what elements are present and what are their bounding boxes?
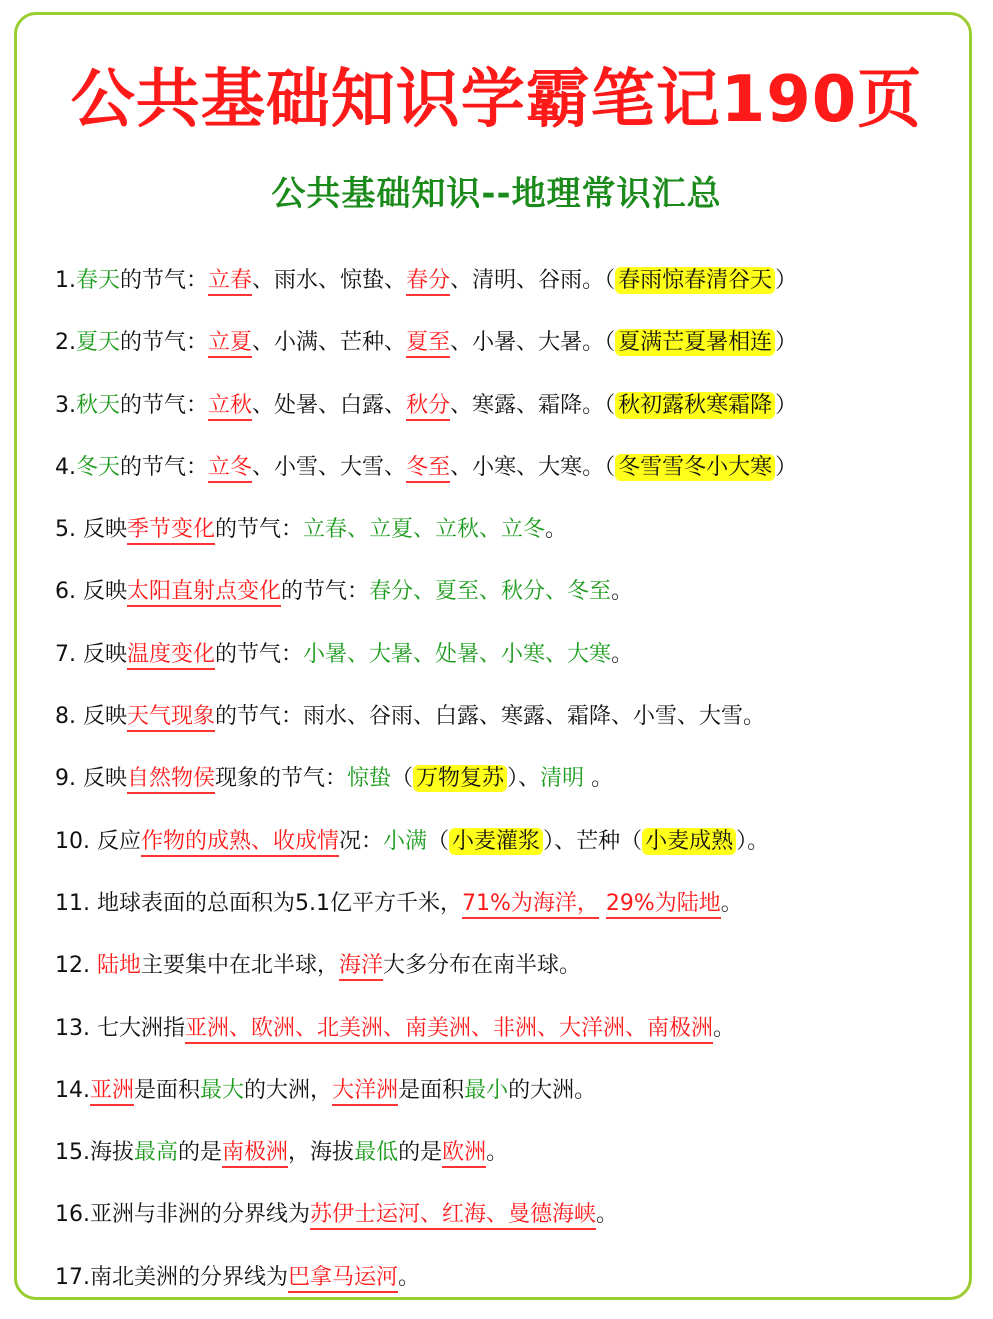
note-item bbox=[55, 381, 980, 443]
emphasis-text: 陆地 bbox=[96, 953, 141, 979]
mnemonic-highlight: 春雨惊春清谷天 bbox=[615, 267, 775, 294]
note-item bbox=[55, 1066, 980, 1128]
emphasis-text: 冬至 bbox=[406, 455, 450, 483]
note-text: 况： bbox=[339, 828, 384, 854]
note-text: 8. 反映 bbox=[55, 704, 127, 730]
emphasis-text: 最低 bbox=[354, 1140, 399, 1166]
note-text: 的是 bbox=[398, 1140, 443, 1166]
note-text: 7. 反映 bbox=[55, 641, 127, 667]
note-text: 的节气： bbox=[120, 268, 209, 293]
note-text: 2. bbox=[55, 330, 76, 356]
note-item bbox=[55, 879, 980, 941]
note-text: 6. 反映 bbox=[55, 579, 127, 605]
note-text: 。 bbox=[398, 1264, 421, 1290]
mnemonic-highlight: 秋初露秋寒霜降 bbox=[615, 392, 775, 419]
note-text: 、小雪、大雪、 bbox=[252, 454, 407, 480]
emphasis-text: 春天 bbox=[76, 268, 121, 293]
emphasis-text: 小暑、大暑、处暑、小寒、大寒 bbox=[303, 641, 612, 667]
note-text: 的是 bbox=[178, 1140, 223, 1166]
note-text: 。 bbox=[596, 1202, 619, 1228]
note-item bbox=[55, 1190, 980, 1252]
note-text: ）、 bbox=[507, 766, 541, 792]
note-text: 、清明、谷雨。（ bbox=[450, 268, 616, 293]
emphasis-text: 南极洲 bbox=[222, 1140, 288, 1168]
emphasis-text: 清明 bbox=[540, 766, 585, 792]
note-item bbox=[55, 692, 980, 754]
note-text: 。 bbox=[545, 517, 568, 543]
note-text: （ bbox=[427, 828, 450, 854]
note-text: ） bbox=[775, 268, 798, 293]
note-text: 、寒露、霜降。（ bbox=[450, 392, 616, 418]
emphasis-text: 立冬 bbox=[208, 455, 252, 483]
note-text: 的节气： bbox=[120, 330, 209, 356]
emphasis-text: 巴拿马运河 bbox=[288, 1265, 398, 1293]
emphasis-text: 最大 bbox=[200, 1077, 245, 1103]
emphasis-text: 惊蛰 bbox=[347, 766, 392, 792]
note-text: ） bbox=[775, 330, 798, 356]
emphasis-text: 立春 bbox=[208, 268, 252, 296]
emphasis-text: 天气现象 bbox=[127, 704, 215, 732]
note-text: 、小寒、大寒。（ bbox=[450, 454, 616, 480]
emphasis-text: 小满 bbox=[383, 828, 428, 854]
note-text: 13. 七大洲指 bbox=[55, 1015, 185, 1041]
mnemonic-highlight: 小麦成熟 bbox=[642, 828, 736, 855]
note-text: 的节气： bbox=[281, 579, 370, 605]
emphasis-text: 立秋 bbox=[208, 393, 252, 421]
emphasis-text: 71%为海洋， bbox=[462, 891, 599, 919]
note-text: 主要集中在北半球， bbox=[141, 953, 340, 979]
note-text: 大多分布在南半球。 bbox=[383, 953, 582, 979]
emphasis-text: 29%为陆地 bbox=[606, 891, 721, 919]
mnemonic-highlight: 万物复苏 bbox=[413, 765, 507, 792]
note-text: 是面积 bbox=[398, 1077, 465, 1103]
note-text: 、处暑、白露、 bbox=[252, 392, 407, 418]
note-text: 的节气： bbox=[215, 517, 304, 543]
page-subtitle: 公共基础知识--地理常识汇总 bbox=[271, 174, 722, 214]
note-text: 、小暑、大暑。（ bbox=[450, 330, 616, 356]
note-text: 的节气： bbox=[120, 392, 209, 418]
emphasis-text: 欧洲 bbox=[442, 1140, 486, 1168]
mnemonic-highlight: 夏满芒夏暑相连 bbox=[615, 329, 775, 356]
emphasis-text: 自然物侯 bbox=[127, 766, 215, 794]
note-item bbox=[55, 941, 980, 1003]
note-text: ，海拔 bbox=[288, 1140, 355, 1166]
note-text: 的大洲。 bbox=[508, 1077, 597, 1103]
note-item bbox=[55, 1004, 980, 1066]
notes-list bbox=[55, 256, 980, 1315]
note-text: 的节气： bbox=[120, 454, 209, 480]
note-text: 。 bbox=[611, 641, 634, 667]
note-text: （ bbox=[391, 766, 414, 792]
note-text: ）、芒种（ bbox=[543, 828, 643, 854]
note-text: 3. bbox=[55, 392, 76, 418]
note-text: 14. bbox=[55, 1077, 90, 1103]
note-text: 。 bbox=[720, 890, 743, 916]
note-text: 12. bbox=[55, 953, 97, 979]
note-item bbox=[55, 754, 980, 816]
mnemonic-highlight: 冬雪雪冬小大寒 bbox=[615, 454, 775, 481]
note-text: ）。 bbox=[736, 828, 770, 854]
emphasis-text: 春分 bbox=[406, 268, 450, 296]
note-text: 、雨水、惊蛰、 bbox=[252, 268, 407, 293]
note-text: 4. bbox=[55, 454, 76, 480]
emphasis-text: 冬天 bbox=[76, 454, 121, 480]
note-item bbox=[55, 630, 980, 692]
note-text: ） bbox=[775, 392, 798, 418]
note-text: 10. 反应 bbox=[55, 828, 141, 854]
note-text: 的大洲， bbox=[244, 1077, 333, 1103]
note-text: 16.亚洲与非洲的分界线为 bbox=[55, 1202, 310, 1228]
emphasis-text: 春分、夏至、秋分、冬至 bbox=[369, 579, 612, 605]
emphasis-text: 苏伊士运河、红海、曼德海峡 bbox=[310, 1202, 596, 1230]
emphasis-text: 太阳直射点变化 bbox=[127, 579, 281, 607]
emphasis-text: 夏天 bbox=[76, 330, 121, 356]
note-text bbox=[599, 891, 606, 916]
note-text: 。 bbox=[584, 766, 614, 792]
note-text: 是面积 bbox=[134, 1077, 201, 1103]
note-text: 5. 反映 bbox=[55, 517, 127, 543]
note-text: 17.南北美洲的分界线为 bbox=[55, 1264, 288, 1290]
note-text: 。 bbox=[713, 1015, 736, 1041]
emphasis-text: 作物的成熟、收成情 bbox=[141, 829, 339, 857]
emphasis-text: 温度变化 bbox=[127, 642, 215, 670]
note-text: 。 bbox=[486, 1140, 509, 1166]
emphasis-text: 秋分 bbox=[406, 393, 450, 421]
note-text: 15.海拔 bbox=[55, 1140, 134, 1166]
emphasis-text: 亚洲、欧洲、北美洲、南美洲、非洲、大洋洲、南极洲 bbox=[185, 1016, 713, 1044]
mnemonic-highlight: 小麦灌浆 bbox=[449, 828, 543, 855]
note-text: 11. 地球表面的总面积为5.1亿平方千米， bbox=[55, 890, 462, 916]
note-text: 的节气： bbox=[215, 641, 304, 667]
note-item bbox=[55, 1253, 980, 1315]
note-text: 、小满、芒种、 bbox=[252, 330, 407, 356]
note-text: 。 bbox=[611, 579, 634, 605]
note-text: 现象的节气： bbox=[215, 766, 348, 792]
note-item bbox=[55, 817, 980, 879]
note-item bbox=[55, 318, 980, 380]
emphasis-text: 夏至 bbox=[406, 330, 450, 358]
emphasis-text: 亚洲 bbox=[90, 1078, 134, 1106]
note-text: 1. bbox=[55, 268, 76, 293]
emphasis-text: 最高 bbox=[134, 1140, 179, 1166]
emphasis-text: 海洋 bbox=[339, 953, 383, 981]
emphasis-text: 最小 bbox=[464, 1077, 509, 1103]
emphasis-text: 立春、立夏、立秋、立冬 bbox=[303, 517, 546, 543]
emphasis-text: 季节变化 bbox=[127, 517, 215, 545]
note-text: ） bbox=[775, 454, 798, 480]
emphasis-text: 立夏 bbox=[208, 330, 252, 358]
note-text: 9. 反映 bbox=[55, 766, 127, 792]
page-title: 公共基础知识学霸笔记190页 bbox=[70, 63, 923, 137]
note-item bbox=[55, 505, 980, 567]
note-item bbox=[55, 567, 980, 629]
emphasis-text: 大洋洲 bbox=[332, 1078, 398, 1106]
note-item bbox=[55, 443, 980, 505]
note-item bbox=[55, 256, 980, 318]
note-text: 的节气：雨水、谷雨、白露、寒露、霜降、小雪、大雪。 bbox=[215, 704, 766, 730]
note-item bbox=[55, 1128, 980, 1190]
emphasis-text: 秋天 bbox=[76, 392, 121, 418]
